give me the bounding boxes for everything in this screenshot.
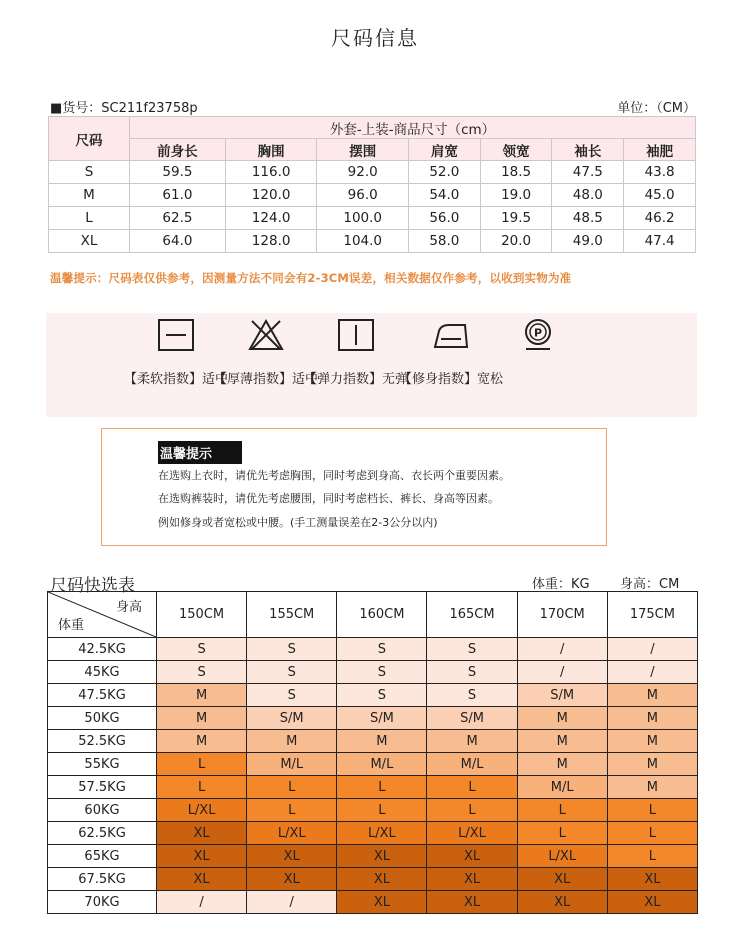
table-row [48,638,698,661]
size-cell: L [49,207,130,230]
size-suggestion-cell: / [157,891,247,914]
size-suggestion-cell: / [247,891,337,914]
size-suggestion-cell: / [517,638,607,661]
size-suggestion-cell: XL [337,868,427,891]
size-suggestion-cell: XL [517,891,607,914]
table-row [48,753,698,776]
size-suggestion-cell: M [607,753,697,776]
size-suggestion-cell: L [517,799,607,822]
height-header: 150CM [157,592,247,638]
column-header: 肩宽 [409,139,481,161]
softness-icon [156,317,196,353]
weight-cell: 65KG [48,845,157,868]
size-code-header: 尺码 [49,117,130,161]
size-suggestion-cell: / [517,661,607,684]
value-cell: 56.0 [409,207,481,230]
table-row [49,184,696,207]
value-cell: 120.0 [225,184,317,207]
size-suggestion-cell: S [337,661,427,684]
table-row [49,230,696,253]
column-header: 袖长 [552,139,624,161]
size-suggestion-cell: M/L [517,776,607,799]
table-row [48,891,698,914]
size-suggestion-cell: L/XL [337,822,427,845]
weight-cell: 60KG [48,799,157,822]
weight-cell: 67.5KG [48,868,157,891]
quick-select-table [47,591,698,914]
weight-cell: 42.5KG [48,638,157,661]
page-title: 尺码信息 [331,26,419,50]
size-suggestion-cell: M [607,707,697,730]
value-cell: 45.0 [624,184,696,207]
size-suggestion-cell: L [157,753,247,776]
value-cell: 46.2 [624,207,696,230]
column-header: 胸围 [225,139,317,161]
size-suggestion-cell: L/XL [427,822,517,845]
size-suggestion-cell: L [607,845,697,868]
value-cell: 47.5 [552,161,624,184]
size-suggestion-cell: M [517,707,607,730]
size-suggestion-cell: L [337,799,427,822]
size-table-column-row [49,139,696,161]
corner-weight-label: 体重 [58,618,85,633]
value-cell: 124.0 [225,207,317,230]
size-suggestion-cell: M [517,730,607,753]
weight-cell: 57.5KG [48,776,157,799]
size-suggestion-cell: L [247,799,337,822]
tips-line: 在选购上衣时，请优先考虑胸围，同时考虑到身高、衣长两个重要因素。 [158,469,510,482]
svg-text:P: P [533,326,543,340]
size-suggestion-cell: M [607,730,697,753]
table-row [48,684,698,707]
weight-cell: 50KG [48,707,157,730]
value-cell: 18.5 [480,161,552,184]
size-suggestion-cell: S/M [337,707,427,730]
height-header: 165CM [427,592,517,638]
care-panel [46,313,697,417]
size-suggestion-cell: M [427,730,517,753]
table-row [48,822,698,845]
table-row [48,845,698,868]
size-suggestion-cell: L [337,776,427,799]
size-suggestion-cell: S [157,638,247,661]
table-row [49,207,696,230]
care-label: 【柔软指数】适中 [123,372,228,387]
size-suggestion-cell: S [247,661,337,684]
height-unit-label: 身高：CM [620,577,680,592]
size-suggestion-cell: M [607,684,697,707]
size-cell: S [49,161,130,184]
value-cell: 64.0 [130,230,226,253]
thickness-icon [246,317,286,353]
weight-cell: 62.5KG [48,822,157,845]
size-suggestion-cell: S/M [517,684,607,707]
tips-title: 温馨提示 [158,441,242,464]
value-cell: 52.0 [409,161,481,184]
value-cell: 128.0 [225,230,317,253]
size-suggestion-cell: M/L [247,753,337,776]
size-table-header-row [49,117,696,139]
corner-height-label: 身高 [115,600,142,615]
value-cell: 59.5 [130,161,226,184]
size-suggestion-cell: L [427,776,517,799]
column-header: 摆围 [317,139,409,161]
corner-cell [48,592,157,638]
size-suggestion-cell: M [157,730,247,753]
size-suggestion-cell: M [517,753,607,776]
value-cell: 43.8 [624,161,696,184]
value-cell: 104.0 [317,230,409,253]
height-header: 160CM [337,592,427,638]
care-label: 【厚薄指数】适中 [213,372,318,387]
height-header: 175CM [607,592,697,638]
value-cell: 92.0 [317,161,409,184]
size-suggestion-cell: XL [607,891,697,914]
size-suggestion-cell: / [607,661,697,684]
column-header: 领宽 [480,139,552,161]
value-cell: 48.5 [552,207,624,230]
size-suggestion-cell: L [157,776,247,799]
weight-unit-label: 体重：KG [532,577,590,592]
size-suggestion-cell: L [427,799,517,822]
size-suggestion-cell: XL [157,822,247,845]
size-suggestion-cell: XL [157,845,247,868]
size-suggestion-cell: M/L [427,753,517,776]
size-suggestion-cell: M [607,776,697,799]
size-suggestion-cell: L/XL [247,822,337,845]
fit-icon [431,317,471,353]
size-suggestion-cell: XL [427,868,517,891]
size-suggestion-cell: M [157,684,247,707]
quick-select-title: 尺码快选表 [50,576,135,596]
size-suggestion-cell: XL [247,868,337,891]
elasticity-icon [336,317,376,353]
size-suggestion-cell: S [157,661,247,684]
quick-header-row [48,592,698,638]
size-suggestion-cell: XL [427,891,517,914]
size-suggestion-cell: S [247,684,337,707]
size-suggestion-cell: XL [157,868,247,891]
height-header: 170CM [517,592,607,638]
weight-cell: 70KG [48,891,157,914]
table-row [48,730,698,753]
value-cell: 96.0 [317,184,409,207]
value-cell: 61.0 [130,184,226,207]
size-cell: M [49,184,130,207]
value-cell: 116.0 [225,161,317,184]
ironing-p-icon [518,317,558,353]
size-suggestion-cell: XL [337,891,427,914]
table-row [48,799,698,822]
value-cell: 54.0 [409,184,481,207]
value-cell: 19.5 [480,207,552,230]
size-suggestion-cell: M [247,730,337,753]
care-item-extra [478,317,598,357]
size-suggestion-cell: L/XL [517,845,607,868]
table-row [48,661,698,684]
size-suggestion-cell: M/L [337,753,427,776]
care-label: 【修身指数】宽松 [398,372,503,387]
size-suggestion-cell: S [337,684,427,707]
weight-cell: 55KG [48,753,157,776]
value-cell: 100.0 [317,207,409,230]
value-cell: 62.5 [130,207,226,230]
size-group-header: 外套-上装-商品尺寸（cm） [130,117,696,139]
table-row [48,707,698,730]
tips-line: 在选购裤装时，请优先考虑腰围，同时考虑档长、裤长、身高等因素。 [158,492,499,505]
size-suggestion-cell: S [427,638,517,661]
weight-cell: 47.5KG [48,684,157,707]
value-cell: 58.0 [409,230,481,253]
table-row [48,868,698,891]
value-cell: 20.0 [480,230,552,253]
size-suggestion-cell: M [337,730,427,753]
size-suggestion-cell: L [607,799,697,822]
value-cell: 47.4 [624,230,696,253]
size-suggestion-cell: S/M [247,707,337,730]
item-number: ■货号：SC211f23758p [50,101,198,116]
table-row [48,776,698,799]
size-suggestion-cell: S [427,661,517,684]
size-suggestion-cell: XL [427,845,517,868]
size-suggestion-cell: M [157,707,247,730]
value-cell: 49.0 [552,230,624,253]
weight-cell: 52.5KG [48,730,157,753]
size-table [48,116,696,253]
warning-text: 温馨提示：尺码表仅供参考，因测量方法不同会有2-3CM误差，相关数据仅作参考，以收到实物为准 [50,271,572,285]
size-suggestion-cell: XL [607,868,697,891]
unit-label: 单位：（CM） [617,101,696,116]
size-suggestion-cell: XL [337,845,427,868]
size-suggestion-cell: S/M [427,707,517,730]
size-suggestion-cell: S [427,684,517,707]
size-suggestion-cell: / [607,638,697,661]
size-suggestion-cell: L/XL [157,799,247,822]
size-suggestion-cell: L [517,822,607,845]
size-suggestion-cell: XL [517,868,607,891]
column-header: 袖肥 [624,139,696,161]
size-suggestion-cell: S [247,638,337,661]
tips-box [101,428,607,546]
column-header: 前身长 [130,139,226,161]
table-row [49,161,696,184]
size-cell: XL [49,230,130,253]
weight-cell: 45KG [48,661,157,684]
value-cell: 48.0 [552,184,624,207]
value-cell: 19.0 [480,184,552,207]
size-suggestion-cell: L [247,776,337,799]
size-suggestion-cell: S [337,638,427,661]
size-suggestion-cell: L [607,822,697,845]
size-suggestion-cell: XL [247,845,337,868]
height-header: 155CM [247,592,337,638]
care-label: 【弹力指数】无弹 [303,372,408,387]
tips-line: 例如修身或者宽松或中腰。(手工测量误差在2-3公分以内) [158,516,438,529]
